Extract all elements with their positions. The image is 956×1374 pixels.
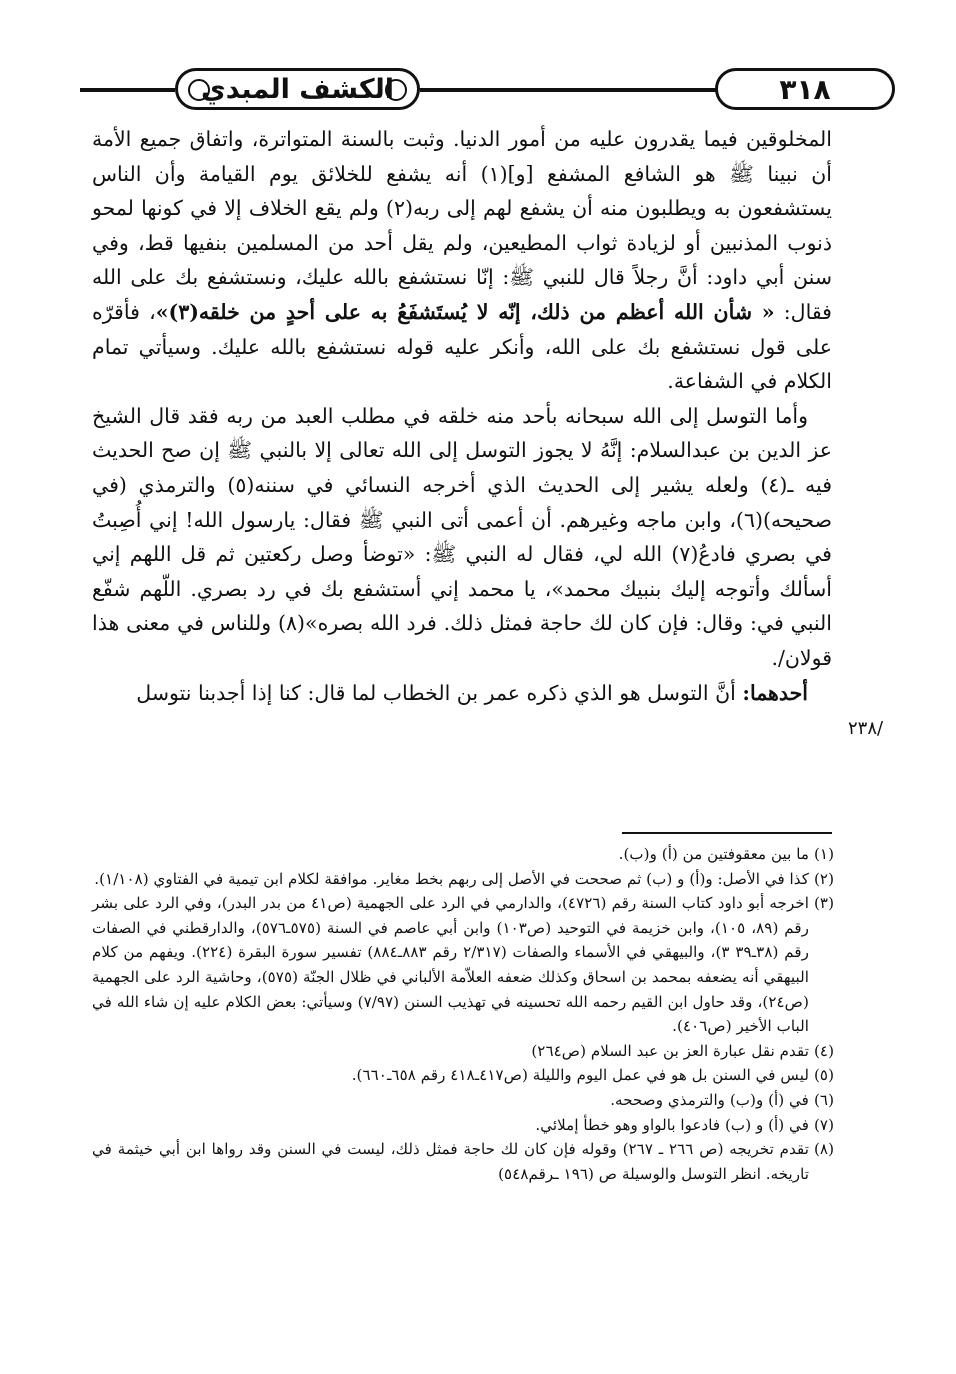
- footnote-text: اخرجه أبو داود كتاب السنة رقم (٤٧٢٦)، والدارمي في الرد على الجهمية (ص٤١ من بدر البدر)، وفي الرد على بشر رقم (٨٩، ١٠٥)، وابن خزيمة في التوحيد (ص١٠٣) وابن أبي عاصم في السنة (٥٧٥ـ٥٧٦)، والدارقطني في الصفات رقم (٣٨ـ٣٩ ٣)، والبيهقي في الأسماء والصفات (٢/٣١٧ رقم ٨٨٣ـ٨٨٤) تفسير سورة البقرة (٢٢٤). ويفهم من كلام البيهقي أنه يضعفه بمحمد بن اسحاق وكذلك ضعفه العلاّمة الألباني في ظلال الجنّة (٥٧٥)، وحاشية الرد على الجهمية (ص٢٤)، وقد حاول ابن القيم رحمه الله تحسينه في تهذيب السنن (٧/٩٧) وسيأتي: بعض الكلام عليه إن شاء الله في الباب الأخير (ص٤٠٦).: [92, 894, 809, 1036]
- footnote-number: (٧): [813, 1115, 834, 1134]
- paragraph-1: [92, 122, 832, 399]
- footnote-number: (٥): [813, 1066, 834, 1085]
- footnote-text: في (أ) و (ب) فادعوا بالواو وهو خطأ إملائي.: [535, 1115, 809, 1134]
- footnote-text: كذا في الأصل: و(أ) و (ب) ثم صححت في الأصل إلى ربهم بخط مغاير. موافقة لكلام ابن تيمية في الفتاوي (١/١٠٨).: [94, 869, 809, 888]
- footnote-number: (٣): [813, 894, 834, 913]
- page-number: ٣١٨: [715, 68, 895, 110]
- footnote-8: [92, 1137, 834, 1186]
- paragraph-2: وأما التوسل إلى الله سبحانه بأحد منه خلقه في مطلب العبد من ربه فقد قال الشيخ عز الدين بن عبدالسلام: إنَّهُ لا يجوز التوسل إلى الله تعالى إلا بالنبي ﷺ إن صح الحديث فيه ـ(٤) ولعله يشير إلى الحديث الذي أخرجه النسائي في سننه(٥) والترمذي (في صحيحه)(٦)، وابن ماجه وغيرهم. أن أعمى أتى النبي ﷺ فقال: يارسول الله! إني أُصِبتُ في بصري فادعُ(٧) الله لي، فقال له النبي ﷺ: «توضأ وصل ركعتين ثم قل اللهم إني أسألك وأتوجه إليك بنبيك محمد»، يا محمد إني أستشفع بك في رد بصري. اللّهم شفّع النبي في: وقال: فإن كان لك حاجة فمثل ذلك. فرد الله بصره»(٨) وللناس في معنى هذا قولان/.: [92, 403, 833, 670]
- footnote-text: ليس في السنن بل هو في عمل اليوم والليلة (ص٤١٧ـ٤١٨ رقم ٦٥٨ـ٦٦٠).: [351, 1066, 809, 1085]
- footnote-text: في (أ) و(ب) والترمذي وصححه.: [610, 1090, 809, 1109]
- footnote-number: (١): [813, 845, 834, 863]
- main-text: [92, 122, 832, 710]
- paragraph-1-end: ، فأقرّه على قول نستشفع بك على الله، وأنكر عليه قوله نستشفع بالله عليك. وسيأتي تمام الكلام في الشفاعة.: [92, 299, 832, 394]
- footnote-number: (٦): [813, 1090, 834, 1109]
- footnote-3: [92, 891, 834, 1039]
- footnote-7: [92, 1113, 834, 1138]
- page-header: [80, 62, 830, 118]
- manuscript-folio-note: /٢٣٨: [848, 718, 884, 739]
- footnote-4: [92, 1039, 834, 1064]
- header-rule-middle: [420, 88, 755, 92]
- footnote-2: [92, 867, 834, 892]
- footnotes: [92, 842, 834, 1186]
- footnote-number: (٨): [813, 1140, 834, 1159]
- footnote-5: [92, 1063, 834, 1088]
- footnote-separator: [622, 832, 832, 834]
- footnote-text: تقدم نقل عبارة العز بن عبد السلام (ص٢٦٤): [531, 1041, 809, 1060]
- footnote-text: تقدم تخريجه (ص ٢٦٦ ـ ٢٦٧) وقوله فإن كان لك حاجة فمثل ذلك، ليست في السنن وقد رواها ابن أبي خيثمة في تاريخه. انظر التوسل والوسيلة ص (١٩٦ ـرقم٥٤٨): [92, 1140, 809, 1183]
- paragraph-1-text: المخلوقين فيما يقدرون عليه من أمور الدنيا. وثبت بالسنة المتواترة، واتفاق جميع الأمة أن نبينا ﷺ هو الشافع المشفع [و](١) أنه يشفع للخلائق يوم القيامة وأن الناس يستشفعون به ويطلبون منه أن يشفع لهم إلى ربه(٢) ولم يقع الخلاف إلا في كونها لمحو ذنوب المذنبين أو لزيادة ثواب المطيعين، ولم يقل أحد من المسلمين بنفيها قط، وفي سنن أبي داود: أنَّ رجلاً قال للنبي ﷺ: إنّا نستشفع بالله عليك، ونستشفع بك على الله فقال:: [92, 127, 832, 324]
- footnote-1: [92, 842, 834, 867]
- footnote-number: (٤): [813, 1041, 834, 1060]
- hadith-quote: « شأن الله أعظم من ذلك، إنّه لا يُستَشفَعُ به على أحدٍ من خلقه(٣)»: [155, 299, 775, 324]
- paragraph-3: [92, 676, 832, 711]
- footnote-number: (٢): [813, 869, 834, 888]
- paragraph-3-lead: أحدهما:: [742, 680, 808, 705]
- footnote-6: [92, 1088, 834, 1113]
- header-rule-left: [80, 88, 175, 92]
- paragraph-3-text: أنَّ التوسل هو الذي ذكره عمر بن الخطاب لما قال: كنا إذا أجدبنا نتوسل: [136, 680, 743, 705]
- book-title: الكشف المبدي: [175, 68, 420, 110]
- footnote-text: ما بين معقوفتين من (أ) و(ب).: [618, 845, 809, 863]
